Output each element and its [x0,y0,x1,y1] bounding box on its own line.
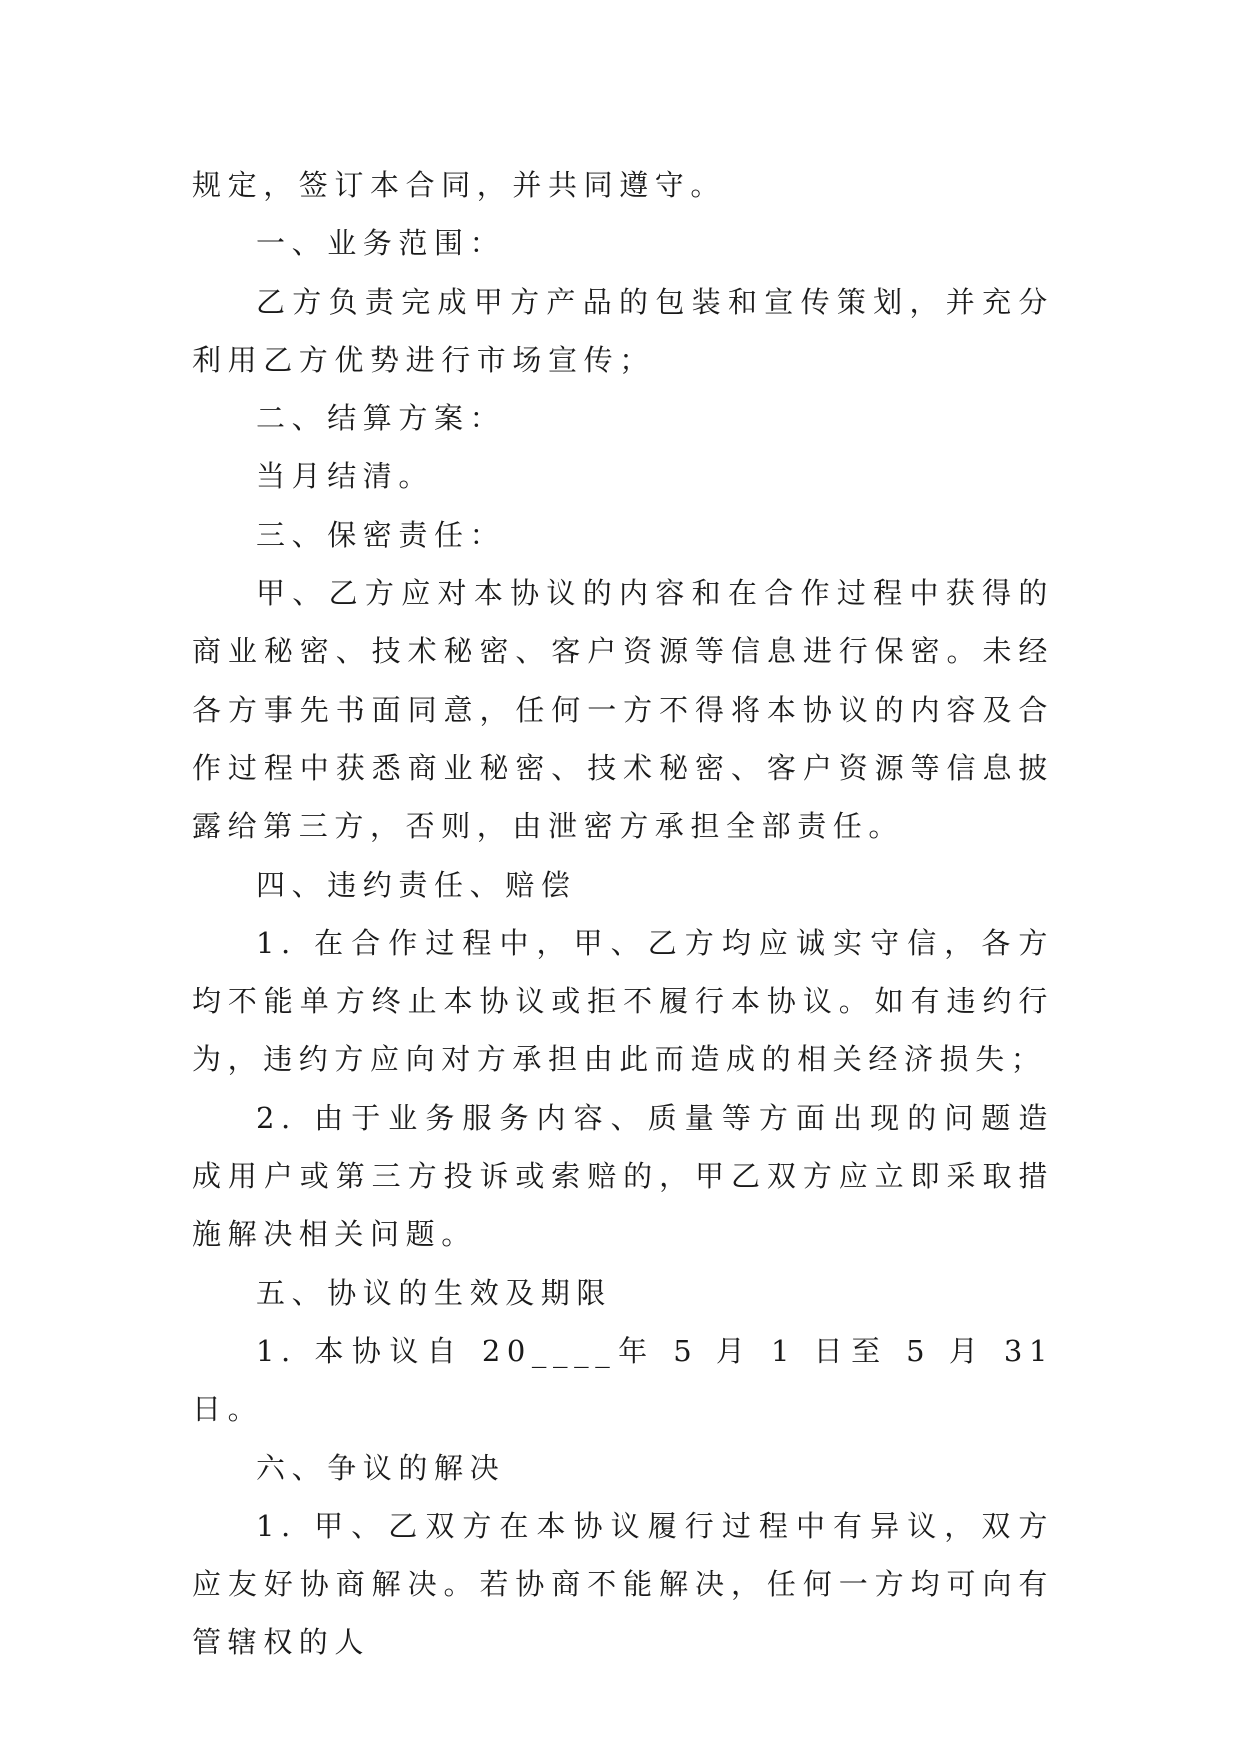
paragraph-settlement: 当月结清。 [256,459,435,494]
paragraph-breach-item-1: 1. 在合作过程中，甲、乙方均应诚实守信，各方均不能单方终止本协议或拒不履行本协议。如有违约行为，违约方应向对方承担由此而造成的相关经济损失； [192,925,1054,1077]
document-page [192,156,1054,1672]
section-heading-settlement: 二、结算方案： [256,401,506,436]
paragraph-continuation: 规定，签订本合同，并共同遵守。 [192,168,727,202]
section-heading-effect-term: 五、协议的生效及期限 [256,1275,613,1310]
paragraph-effect-term-item-1: 1. 本协议自 20____年 5 月 1 日至 5 月 31 日。 [192,1333,1054,1427]
section-heading-breach-liability: 四、违约责任、赔偿 [256,867,577,902]
paragraph-dispute-item-1: 1. 甲、乙双方在本协议履行过程中有异议，双方应友好协商解决。若协商不能解决，任何一方均可向有管辖权的人 [192,1508,1054,1660]
paragraph-confidentiality: 甲、乙方应对本协议的内容和在合作过程中获得的商业秘密、技术秘密、客户资源等信息进行保密。未经各方事先书面同意，任何一方不得将本协议的内容及合作过程中获悉商业秘密、技术秘密、客户资源等信息披露给第三方，否则，由泄密方承担全部责任。 [192,576,1054,844]
section-heading-confidentiality: 三、保密责任： [256,517,506,552]
paragraph-business-scope: 乙方负责完成甲方产品的包装和宣传策划，并充分利用乙方优势进行市场宣传； [192,284,1054,377]
section-heading-dispute-resolution: 六、争议的解决 [256,1450,506,1485]
paragraph-breach-item-2: 2. 由于业务服务内容、质量等方面出现的问题造成用户或第三方投诉或索赔的，甲乙双方应立即采取措施解决相关问题。 [192,1100,1054,1252]
section-heading-business-scope: 一、业务范围： [256,226,506,261]
